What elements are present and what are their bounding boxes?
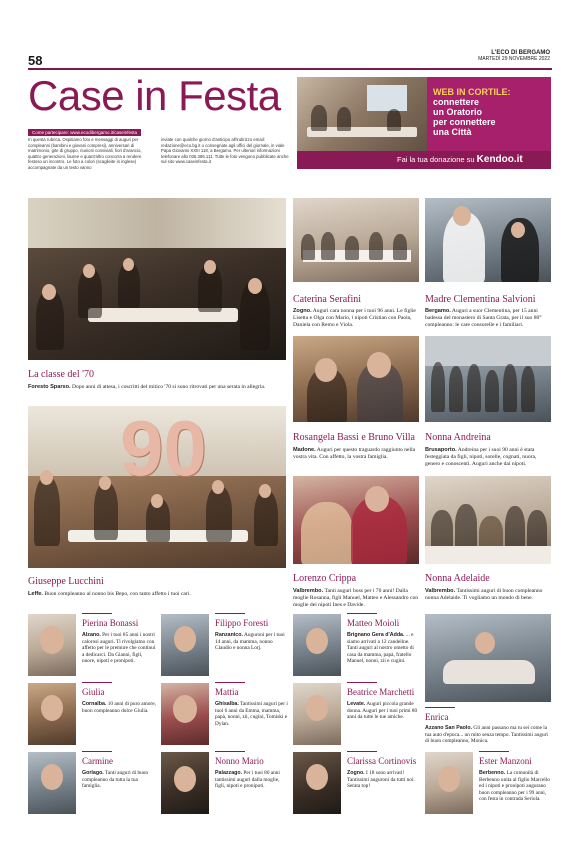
entry-body: Gli anni passano ma tu sei come la tua auto d'epoca... un mito senza tempo. Tantissimi auguri di buon compleanno, Monica. <box>425 725 548 745</box>
photo-pierina-bonassi <box>28 614 76 676</box>
entry-title-clarissa-cortinovis: Clarissa Cortinovis <box>347 756 417 766</box>
ad-line-1: WEB IN CORTILE: <box>433 87 511 97</box>
section-title: Case in Festa <box>28 72 281 119</box>
entry-text-giuseppe-lucchini <box>28 591 286 598</box>
entry-text-caterina-serafini <box>293 308 419 329</box>
entry-text-enrica <box>425 725 551 745</box>
ad-line-5: una Città <box>433 127 472 137</box>
entry-text-nonna-adelaide <box>425 588 551 602</box>
photo-matteo-moioli <box>293 614 341 676</box>
entry-place: Bergamo. <box>425 308 451 314</box>
photo-ester-manzoni <box>425 752 473 814</box>
entry-place: Brusaporto. <box>425 447 457 453</box>
entry-text-rosangela-bruno <box>293 447 419 461</box>
entry-body: Tanti auguri boss per i 70 anni! Dalla moglie Rosanna, figli Manuel, Matteo e Alessandro con moglie dei nipoti Ines e Davide. <box>293 588 419 608</box>
entry-body: Auguri a suor Clementina, per 15 anni badessa del monastero di Santa Grata, per il suo 80° compleanno: le care consorelle e i familiari. <box>425 308 542 328</box>
photo-giulia <box>28 683 76 745</box>
entry-title-filippo-foresti: Filippo Foresti <box>215 618 269 628</box>
entry-text-madre-clementina <box>425 308 551 329</box>
entry-place: Levate. <box>347 701 366 707</box>
photo-classe-70 <box>28 198 286 360</box>
photo-lorenzo-crippa <box>293 476 419 564</box>
entry-body: ... e siamo arrivati a 12 candeline. Tanti auguri al nostro ometto di casa da mamma, papà, fratello Manuel, nonni, zii e cugini. <box>347 632 414 665</box>
newspaper-masthead <box>478 50 550 62</box>
photo-madre-clementina <box>425 198 551 282</box>
entry-rule <box>215 613 245 614</box>
entry-rule <box>425 707 455 708</box>
entry-place: Madone. <box>293 447 316 453</box>
photo-rosangela-bruno <box>293 336 419 422</box>
photo-clarissa-cortinovis <box>293 752 341 814</box>
entry-text-ester-manzoni <box>479 770 551 803</box>
participate-link[interactable]: Come partecipare: www.ecodibergamo.it/caseinfesta <box>28 129 141 136</box>
entry-title-lorenzo-crippa: Lorenzo Crippa <box>293 573 357 584</box>
entry-body: Tantissimi auguri di buon compleanno nonna Adelaide. Ti vogliamo un mondo di bene. <box>425 588 543 601</box>
entry-title-carmine: Carmine <box>82 756 113 766</box>
entry-title-madre-clementina: Madre Clementina Salvioni <box>425 294 536 305</box>
entry-place: Foresto Sparso. <box>28 384 71 390</box>
photo-nonna-andreina <box>425 336 551 422</box>
entry-place: Valbrembo. <box>293 588 324 594</box>
entry-place: Palazzago. <box>215 770 243 776</box>
entry-body: Tanti auguri di buon compleanno da tutta la tua famiglia. <box>82 770 149 790</box>
entry-rule <box>215 751 245 752</box>
entry-place: Valbrembo. <box>425 588 456 594</box>
entry-title-beatrice-marchetti: Beatrice Marchetti <box>347 687 415 697</box>
entry-place: Cornalba. <box>82 701 107 707</box>
entry-body: Dopo anni di attesa, i coscritti del mitico '70 si sono ritrovati per una serata in allegria. <box>72 384 266 390</box>
entry-text-carmine <box>82 770 156 790</box>
entry-title-nonna-andreina: Nonna Andreina <box>425 432 491 443</box>
entry-rule <box>82 751 112 752</box>
entry-title-ester-manzoni: Ester Manzoni <box>479 756 532 766</box>
entry-body: Andreina per i suoi 90 anni è stata festeggiata da figli, nipoti, sorelle, cognati, nuora, genero e conoscenti. Auguri anche dai nipoti. <box>425 447 537 467</box>
entry-place: Ranzanico. <box>215 632 243 638</box>
entry-body: Auguri per questo traguardo raggiunto nella vostra vita. Con affetto, la vostra famiglia. <box>293 447 416 460</box>
entry-body: Auguroni per i tuoi 14 anni, da mamma, nonno Claudio e nonna Lorj. <box>215 632 285 652</box>
entry-title-rosangela-bruno: Rosangela Bassi e Bruno Villa <box>293 432 415 443</box>
entry-text-pierina-bonassi <box>82 632 156 665</box>
entry-title-mattia: Mattia <box>215 687 239 697</box>
photo-nonna-adelaide <box>425 476 551 564</box>
donation-ad[interactable] <box>297 77 551 169</box>
ad-brand[interactable]: Kendoo.it <box>476 154 523 165</box>
entry-text-nonna-andreina <box>425 447 551 468</box>
entry-title-pierina-bonassi: Pierina Bonassi <box>82 618 139 628</box>
entry-text-classe-70 <box>28 384 286 391</box>
intro-column-2: inviate con qualche giorno d'anticipo all'indirizzo email: redazione@eco.bg.it o consegnate agli uffici del giornale, in viale Papa Giovanni XXIII 118, a Bergamo. Per ulteriori informazioni telefonare allo 035.386.111. Tutte le foto vengono pubblicate anche sul sito www.caseinfesta.it <box>161 137 289 165</box>
photo-beatrice-marchetti <box>293 683 341 745</box>
entry-rule <box>82 682 112 683</box>
entry-text-filippo-foresti <box>215 632 289 652</box>
entry-body: 10 anni di puro amore, buon compleanno dolce Giulia. <box>82 701 156 714</box>
entry-rule <box>347 682 377 683</box>
entry-place: Berbenno. <box>479 770 506 776</box>
ad-headline <box>433 87 511 137</box>
entry-text-beatrice-marchetti <box>347 701 421 721</box>
entry-text-mattia <box>215 701 289 727</box>
entry-body: Auguri piccola grande donna. Auguri per i tuoi primi 80 anni da tutte le tue amiche. <box>347 701 418 721</box>
entry-title-giulia: Giulia <box>82 687 105 697</box>
entry-text-clarissa-cortinovis <box>347 770 421 790</box>
balloon-number: 90 <box>120 406 207 492</box>
photo-carmine <box>28 752 76 814</box>
entry-rule <box>347 613 377 614</box>
ad-cta-bar[interactable] <box>297 151 551 169</box>
newspaper-name: L'ECO DI BERGAMO <box>491 50 550 56</box>
ad-line-3: un Oratorio <box>433 107 482 117</box>
entry-title-caterina-serafini: Caterina Serafini <box>293 294 362 305</box>
newspaper-date: MARTEDÌ 29 NOVEMBRE 2022 <box>478 56 550 62</box>
entry-place: Brignano Gera d'Adda. <box>347 632 405 638</box>
entry-rule <box>215 682 245 683</box>
entry-text-nonno-mario <box>215 770 289 790</box>
photo-caterina-serafini <box>293 198 419 282</box>
entry-place: Azzano San Paolo. <box>425 725 473 731</box>
ad-cta-text: Fai la tua donazione su <box>397 155 475 164</box>
ad-line-4: per connettere <box>433 117 496 127</box>
entry-title-matteo-moioli: Matteo Moioli <box>347 618 400 628</box>
entry-rule <box>347 751 377 752</box>
entry-place: Zogno. <box>293 308 312 314</box>
entry-place: Zogno. <box>347 770 365 776</box>
header-rule <box>28 68 552 70</box>
photo-enrica <box>425 614 551 702</box>
photo-filippo-foresti <box>161 614 209 676</box>
entry-rule <box>479 751 509 752</box>
ad-line-2: connettere <box>433 97 480 107</box>
entry-title-classe-70: La classe del '70 <box>28 369 94 380</box>
entry-body: Auguri cara nonna per i tuoi 96 anni. Le figlie Lisetta e Olga con Mario, i nipoti Cristian con Paola, Daniela con Remo e Viola. <box>293 308 416 328</box>
entry-title-giuseppe-lucchini: Giuseppe Lucchini <box>28 576 104 587</box>
entry-place: Ghisalba. <box>215 701 239 707</box>
entry-text-giulia <box>82 701 156 714</box>
entry-body: La comunità di Berbenno unita al figlio Marcello ed i nipoti e pronipoti augurano buon compleanno per i 99 anni, con festa in contrada Seriola. <box>479 770 550 803</box>
page-number: 58 <box>28 53 43 68</box>
photo-mattia <box>161 683 209 745</box>
entry-rule <box>82 613 112 614</box>
entry-title-enrica: Enrica <box>425 712 449 722</box>
entry-body: Buon compleanno al nonno bis Bepo, con tanto affetto i tuoi cari. <box>44 591 191 597</box>
photo-nonno-mario <box>161 752 209 814</box>
entry-place: Alzano. <box>82 632 101 638</box>
entry-title-nonna-adelaide: Nonna Adelaide <box>425 573 490 584</box>
entry-body: I 18 sono arrivati! Tantissimi auguroni da tutti noi. Serata top! <box>347 770 415 790</box>
entry-title-nonno-mario: Nonno Mario <box>215 756 264 766</box>
entry-place: Gorlago. <box>82 770 104 776</box>
entry-body: Tantissimi auguri per i tuoi 6 anni da Emma, mamma, papà, nonni, zii, cugini, Tomiski e Dylan. <box>215 701 288 727</box>
entry-body: Per i tuoi 85 anni i nostri calorosi auguri. Ti rivolgiamo con affetto per le premure che continui a dedicarci. Da Gianni, figli, nuore, nipoti e pronipoti. <box>82 632 156 665</box>
entry-place: Leffe. <box>28 591 43 597</box>
entry-text-lorenzo-crippa <box>293 588 419 609</box>
photo-giuseppe-lucchini <box>28 406 286 568</box>
intro-column-1: In questa rubrica. Ospitiamo foto e messaggi di auguri per compleanni (bambini e giovani compresi), anniversari di matrimonio, gite di gruppo, riunioni conviviali, fiori d'arancio, quattro generazioni, lauree e quant'altro concorra a rendere festoso un incontro. Le foto a colori (scaglieite in inglese) accompagnate da un testo vanno <box>28 137 142 170</box>
entry-body: Per i tuoi 80 anni tantissimi auguri dalla moglie, figli, nipoti e pronipoti. <box>215 770 280 790</box>
entry-text-matteo-moioli <box>347 632 421 665</box>
